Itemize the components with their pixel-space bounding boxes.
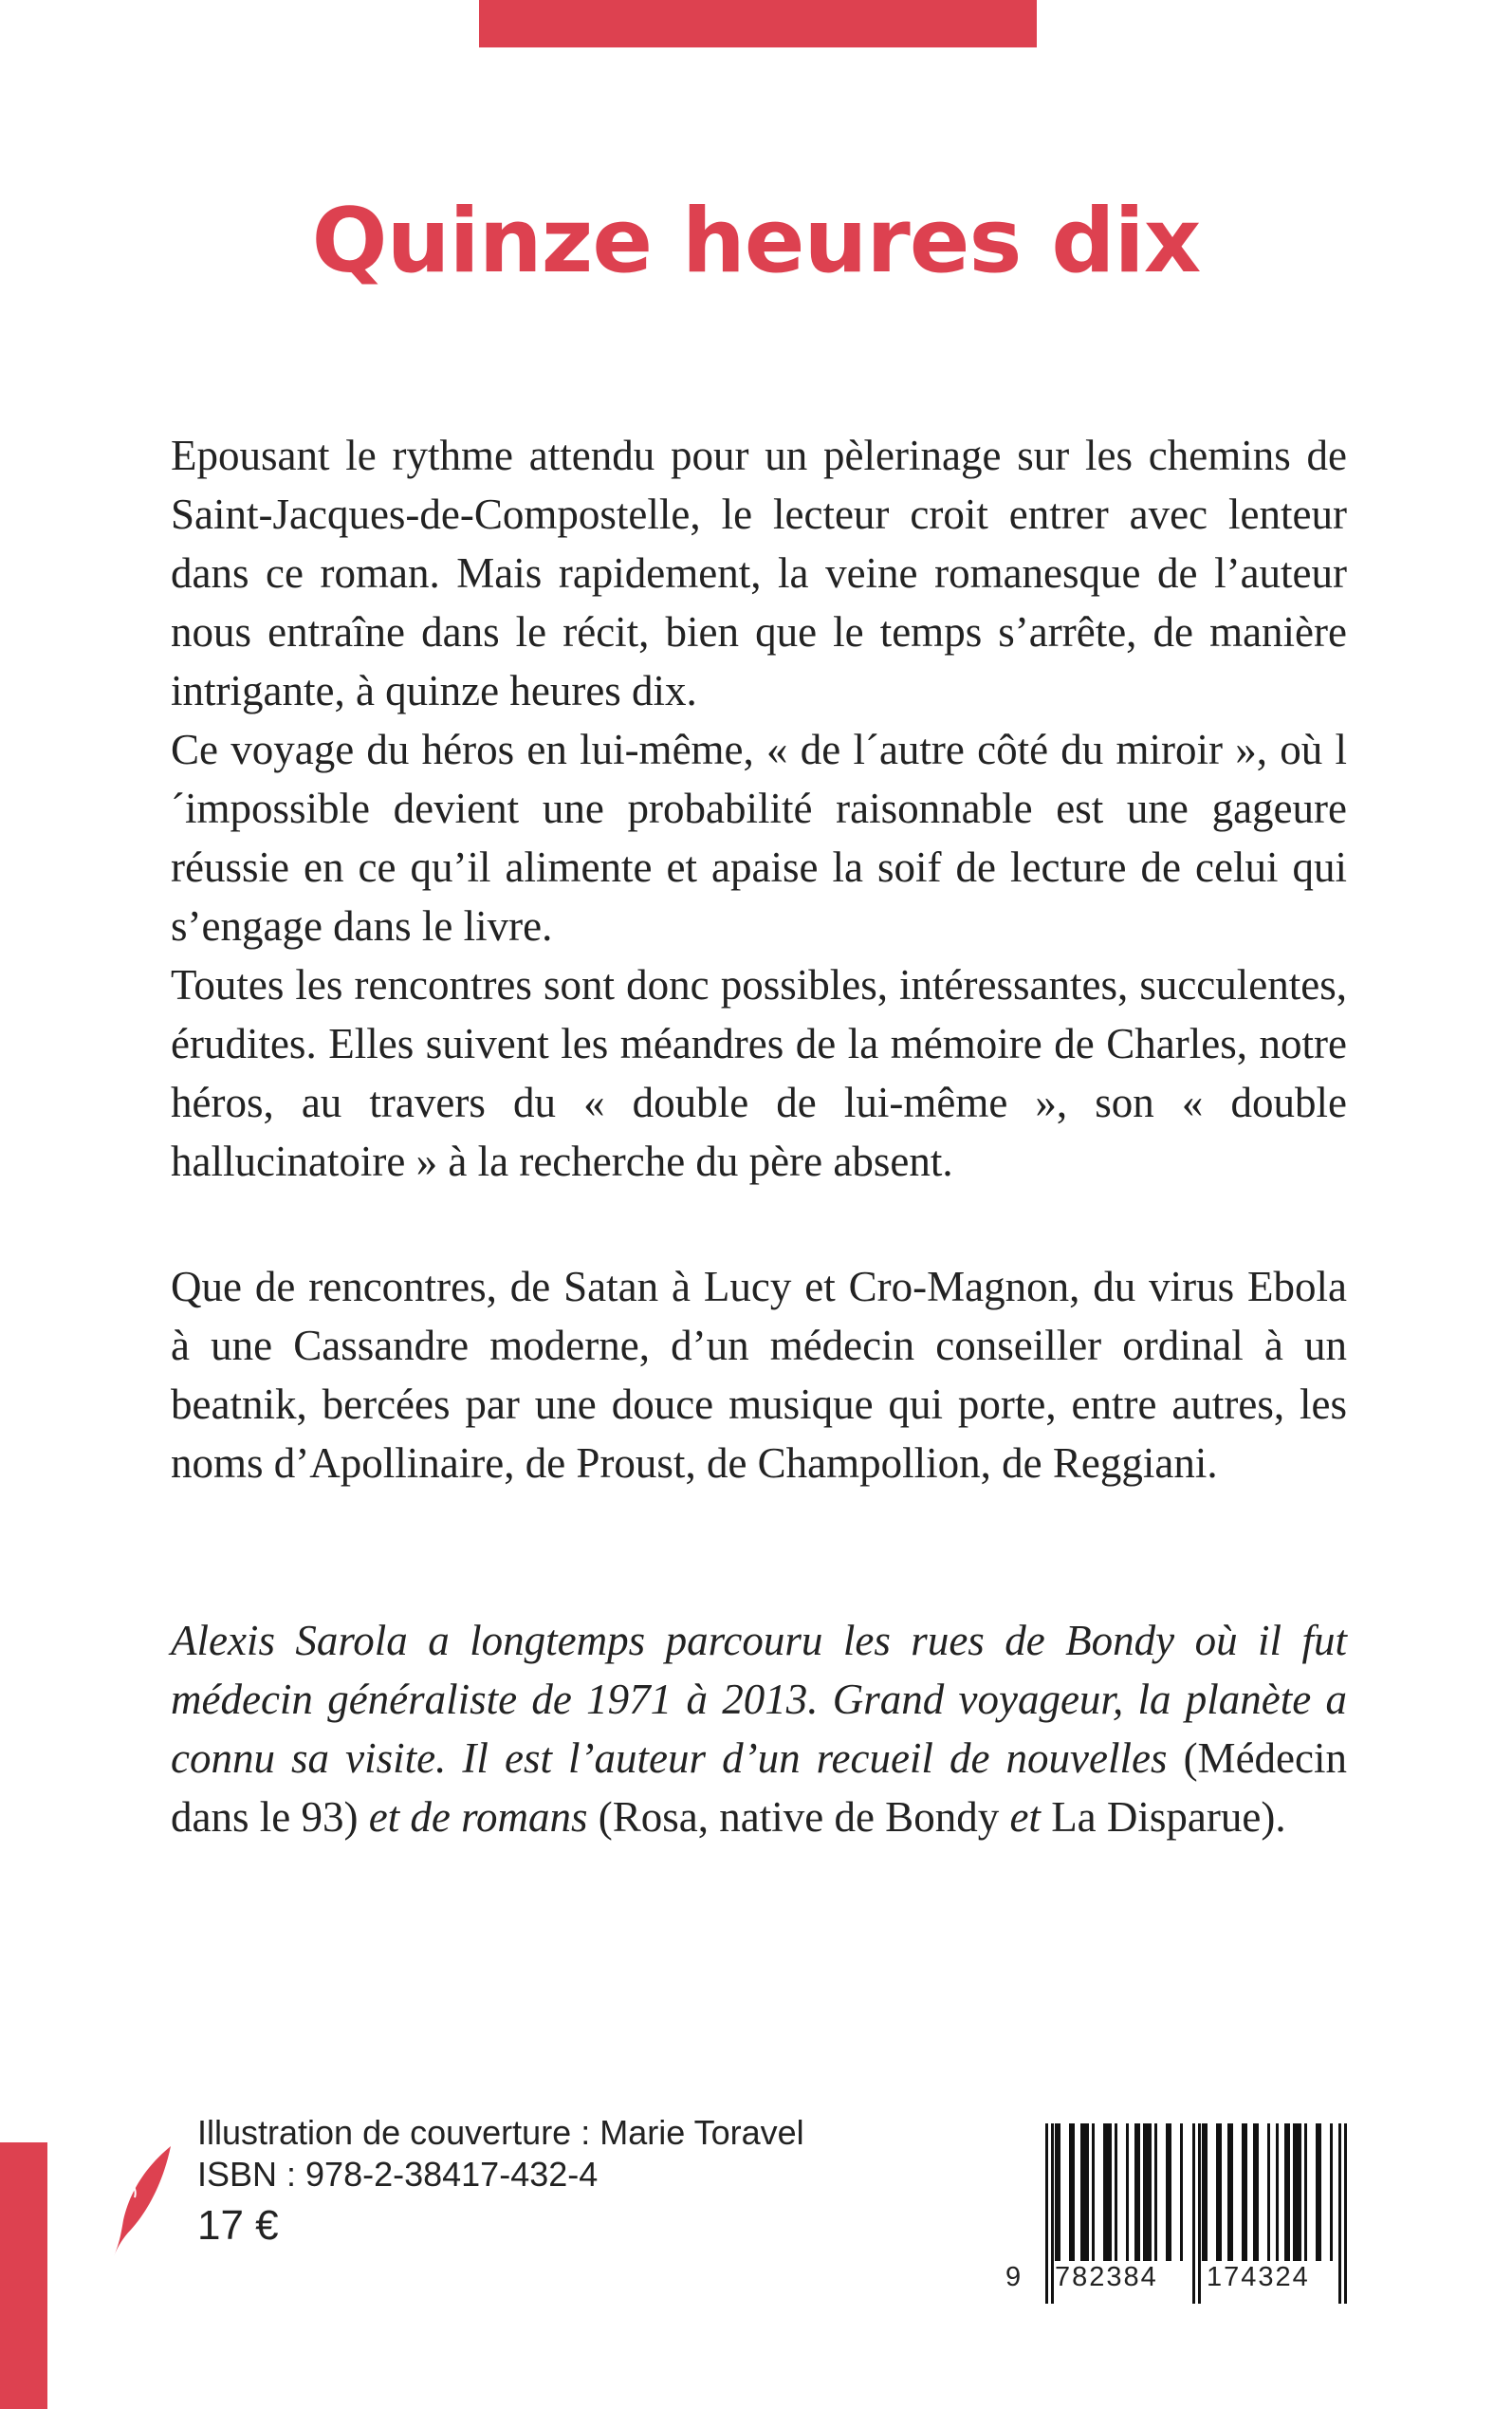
author-bio-part-2: et de romans (368, 1793, 588, 1841)
price: 17 € (197, 2202, 279, 2249)
synopsis (171, 426, 1347, 1191)
barcode-bar (1180, 2123, 1183, 2261)
barcode-bar (1080, 2123, 1089, 2261)
author-bio-part-1: Alexis Sarola a longtemps parcouru les rues de Bondy où il fut médecin généraliste de 1971 à 2013. Grand voyageur, la planète a connu sa visite. Il est l’auteur d’un recueil de nouvelles (171, 1617, 1347, 1782)
barcode-bar (1126, 2123, 1129, 2261)
barcode-bar (1227, 2123, 1233, 2261)
barcode-guard-bar (1338, 2123, 1341, 2304)
barcode-first-digit: 9 (1005, 2262, 1023, 2292)
illustration-credit: Illustration de couverture : Marie Toravel (197, 2113, 804, 2152)
barcode-guard-bar (1198, 2123, 1201, 2304)
barcode-bar (1316, 2123, 1321, 2261)
synopsis-paragraph-1: Epousant le rythme attendu pour un pèlerinage sur les chemins de Saint-Jacques-de-Compostelle, le lecteur croit entrer avec lenteur dans ce roman. Mais rapidement, la veine romanesque de l’auteur nous entraîne dans le récit, bien que le temps s’arrête, de manière intrigante, à quinze heures dix. (171, 432, 1347, 714)
barcode-bar (1276, 2123, 1279, 2261)
barcode-guard-bar (1192, 2123, 1195, 2304)
barcode-bar (1253, 2123, 1259, 2261)
synopsis-paragraph-3: Toutes les rencontres sont donc possibles, intéressantes, succulentes, érudites. Elles suivent les méandres de la mémoire de Charles, notre héros, au travers du « double de lui-même », son « double hallucinatoire » à la recherche du père absent. (171, 961, 1347, 1185)
author-bio (171, 1611, 1347, 1846)
barcode-bar (1115, 2123, 1117, 2261)
credits-block (197, 2112, 804, 2252)
top-accent-bar (479, 0, 1037, 47)
barcode-bar (1134, 2123, 1140, 2261)
encounters-paragraph: Que de rencontres, de Satan à Lucy et Cro-Magnon, du virus Ebola à une Cassandre moderne, d’un médecin conseiller ordinal à un beatnik, bercées par une douce musique qui porte, entre autres, les noms d’Apollinaire, de Proust, de Champollion, de Reggiani. (171, 1263, 1347, 1487)
barcode-bar (1069, 2123, 1075, 2261)
barcode-right-group: 174324 (1207, 2262, 1310, 2292)
barcode-bar (1267, 2123, 1270, 2261)
barcode-bar (1293, 2123, 1301, 2261)
barcode-bar (1154, 2123, 1157, 2261)
barcode-bar (1304, 2123, 1307, 2261)
barcode-bar (1166, 2123, 1171, 2261)
barcode-bar (1143, 2123, 1152, 2261)
barcode-guard-bar (1051, 2123, 1054, 2304)
barcode-bar (1055, 2123, 1060, 2261)
barcode-guard-bar (1045, 2123, 1048, 2304)
author-bio-book-2: (Rosa, native de Bondy (587, 1793, 1010, 1841)
barcode-left-group: 782384 (1055, 2262, 1158, 2292)
synopsis-paragraph-2: Ce voyage du héros en lui-même, « de l´autre côté du miroir », où l´impossible devient une probabilité raisonnable est une gageure réussie en ce qu’il alimente et apaise la soif de lecture de celui qui s’engage dans le livre. (171, 726, 1347, 950)
barcode-bar (1242, 2123, 1247, 2261)
barcode-bar (1284, 2123, 1290, 2261)
barcode-bar (1216, 2123, 1222, 2261)
barcode-bar (1092, 2123, 1095, 2261)
barcode-bar (1202, 2123, 1208, 2261)
book-title: Quinze heures dix (311, 190, 1201, 293)
bottom-left-accent-bar (0, 2142, 47, 2409)
barcode-guard-bar (1344, 2123, 1347, 2304)
isbn: ISBN : 978-2-38417-432-4 (197, 2155, 599, 2194)
author-bio-book-3: La Disparue). (1040, 1793, 1286, 1841)
barcode-bar (1330, 2123, 1333, 2261)
author-bio-part-3: et (1009, 1793, 1041, 1841)
feather-icon (102, 2144, 178, 2258)
author-bio-book-1: (Médecin dans le 93) (171, 1734, 1347, 1841)
barcode-bar (1103, 2123, 1112, 2261)
